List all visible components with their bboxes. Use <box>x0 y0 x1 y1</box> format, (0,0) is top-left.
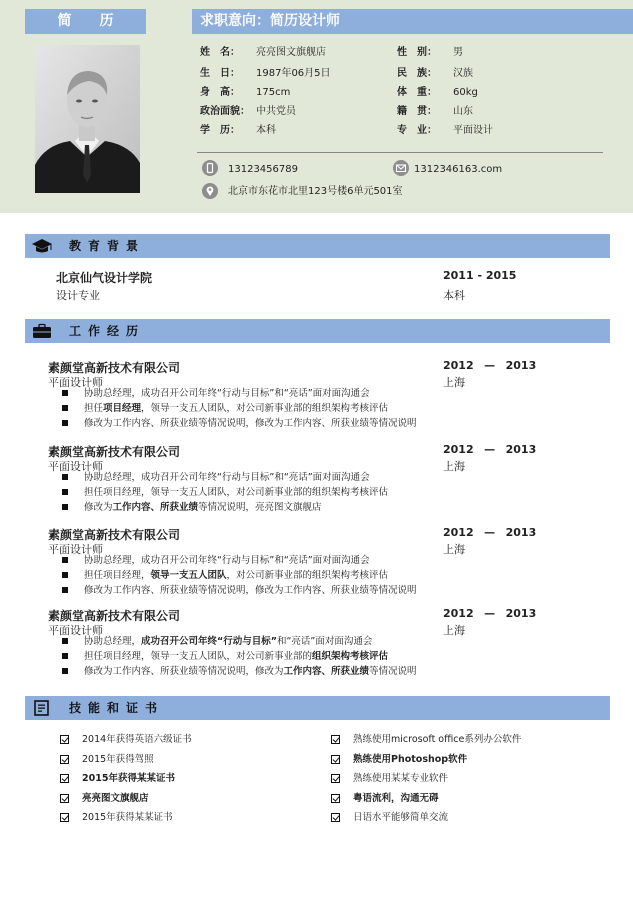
bullet-text: 和“亮话”面对面沟通会 <box>277 636 373 647</box>
bullet-text: 协助总经理，成功召开公司年终“行动与目标”和“亮话”面对面沟通会 <box>84 472 370 483</box>
info-row <box>200 105 296 119</box>
job-start: 2012 <box>443 359 474 372</box>
job-bullet <box>62 386 417 401</box>
info-row <box>200 124 276 138</box>
info-label: 体 重： <box>397 87 437 98</box>
bullet-text: 担任项目经理，领导一支五人团队，对公司新事业部的 <box>84 651 313 662</box>
skill-text: 2014年获得英语六级证书 <box>82 734 192 745</box>
job-dates <box>443 359 536 372</box>
info-row <box>397 67 473 81</box>
checkbox-icon <box>60 813 69 822</box>
skill-item <box>331 769 521 789</box>
profile-photo <box>35 45 140 193</box>
section-work <box>25 319 610 343</box>
info-label: 民 族： <box>397 68 437 79</box>
info-label: 身 高： <box>200 87 240 98</box>
skill-item <box>60 808 192 828</box>
job-bullet <box>62 649 417 664</box>
skill-item <box>60 769 192 789</box>
briefcase-icon <box>31 323 53 339</box>
section-skills <box>25 696 610 720</box>
info-label: 政治面貌： <box>200 106 250 117</box>
bullet-text: 担任项目经理， <box>84 570 151 581</box>
job-bullet <box>62 583 417 598</box>
email-address[interactable]: 1312346163.com <box>414 164 503 175</box>
bullet-text: 项目经理 <box>103 403 142 414</box>
bullet-text: ，领导一支五人团队，对公司新事业部的组织架构考核评估 <box>141 403 389 414</box>
section-education <box>25 234 610 258</box>
info-label: 学 历： <box>200 125 240 136</box>
section-title: 技能和证书 <box>69 701 165 715</box>
company-name: 素颜堂高新技术有限公司 <box>48 528 181 542</box>
job-bullet <box>62 401 417 416</box>
info-row <box>200 86 290 100</box>
job-entry <box>48 526 608 606</box>
job-date-dash: — <box>484 607 496 620</box>
info-value: 中共党员 <box>256 106 296 117</box>
job-bullet <box>62 634 417 649</box>
info-label: 籍 贯： <box>397 106 437 117</box>
info-value: 1987年06月5日 <box>256 68 331 79</box>
job-bullet <box>62 664 417 679</box>
skill-text: 日语水平能够简单交流 <box>353 812 449 823</box>
skill-text: 熟练使用microsoft office系列办公软件 <box>353 734 522 745</box>
bullet-text: 协助总经理，成功召开公司年终“行动与目标”和“亮话”面对面沟通会 <box>84 388 370 399</box>
job-bullet <box>62 568 417 583</box>
job-dates <box>443 607 536 620</box>
skill-text: 2015年获得某某证书 <box>82 773 175 784</box>
certificate-icon <box>31 700 53 716</box>
location-icon <box>202 183 218 199</box>
checkbox-icon <box>60 794 69 803</box>
job-city: 上海 <box>443 460 465 473</box>
education-degree: 本科 <box>443 289 465 302</box>
bullet-text: 担任 <box>84 403 104 414</box>
phone-icon <box>202 160 218 176</box>
job-position: 平面设计师 <box>48 460 103 473</box>
job-entry <box>48 443 608 523</box>
checkbox-icon <box>60 755 69 764</box>
job-position: 平面设计师 <box>48 543 103 556</box>
info-label: 姓 名： <box>200 47 240 58</box>
mail-icon <box>393 160 409 176</box>
bullet-text: 担任项目经理，领导一支五人团队，对公司新事业部的组织架构考核评估 <box>84 487 389 498</box>
info-label: 性 别： <box>397 47 437 58</box>
job-start: 2012 <box>443 607 474 620</box>
job-bullets <box>62 386 417 431</box>
skill-text: 粤语流利，沟通无碍 <box>353 792 439 804</box>
school-name: 北京仙气设计学院 <box>56 271 153 285</box>
info-value: 60kg <box>453 87 478 98</box>
bullet-text: ，对公司新事业部的组织架构考核评估 <box>226 570 389 581</box>
resume-tag: 简历 <box>25 9 146 34</box>
info-value: 本科 <box>256 125 276 136</box>
job-start: 2012 <box>443 526 474 539</box>
skill-text: 熟练使用某某专业软件 <box>353 773 449 784</box>
bullet-text: 协助总经理，成功召开公司年终“行动与目标”和“亮话”面对面沟通会 <box>84 555 370 566</box>
checkbox-icon <box>60 774 69 783</box>
company-name: 素颜堂高新技术有限公司 <box>48 361 181 375</box>
bullet-text: 修改为 <box>84 502 113 513</box>
info-value: 男 <box>453 47 463 58</box>
checkbox-icon <box>331 774 340 783</box>
job-end: 2013 <box>505 359 537 372</box>
job-end: 2013 <box>505 607 537 620</box>
bullet-text: 组织架构考核评估 <box>312 651 389 662</box>
checkbox-icon <box>331 735 340 744</box>
phone-number[interactable]: 13123456789 <box>228 164 298 175</box>
job-date-dash: — <box>484 526 496 539</box>
info-value: 平面设计 <box>453 125 493 136</box>
graduation-cap-icon <box>31 238 53 254</box>
job-date-dash: — <box>484 443 496 456</box>
skills-right-column <box>331 730 521 828</box>
job-bullet <box>62 416 417 431</box>
job-entry <box>48 607 608 687</box>
education-dates: 2011 - 2015 <box>443 269 517 282</box>
checkbox-icon <box>331 755 340 764</box>
job-bullet <box>62 500 388 515</box>
info-value: 汉族 <box>453 68 473 79</box>
home-address: 北京市东花市北里123号楼6单元501室 <box>228 186 403 197</box>
checkbox-icon <box>60 735 69 744</box>
school-major: 设计专业 <box>56 289 100 302</box>
job-entry <box>48 359 608 439</box>
skill-text: 亮亮图文旗舰店 <box>82 792 149 804</box>
job-end: 2013 <box>505 526 537 539</box>
info-value: 山东 <box>453 106 473 117</box>
bullet-text: 修改为工作内容、所获业绩等情况说明，修改为工作内容、所获业绩等情况说明 <box>84 585 417 596</box>
bullet-text: 修改为工作内容、所获业绩等情况说明，修改为 <box>84 666 284 677</box>
skill-item <box>331 750 521 770</box>
bullet-text: 修改为工作内容、所获业绩等情况说明，修改为工作内容、所获业绩等情况说明 <box>84 418 417 429</box>
skill-text: 2015年获得驾照 <box>82 753 154 765</box>
info-label: 专 业： <box>397 125 437 136</box>
bullet-text: 等情况说明 <box>369 666 417 677</box>
info-row <box>397 124 493 138</box>
skill-item <box>331 789 521 809</box>
info-row <box>397 46 463 60</box>
info-row <box>200 46 326 60</box>
bullet-text: 协助总经理， <box>84 636 142 647</box>
job-dates <box>443 443 536 456</box>
checkbox-icon <box>331 794 340 803</box>
info-row <box>397 105 473 119</box>
job-bullet <box>62 470 388 485</box>
skill-item <box>60 730 192 750</box>
bullet-text: 成功召开公司年终“行动与目标” <box>141 636 278 647</box>
info-label: 生 日： <box>200 68 240 79</box>
section-title: 教育背景 <box>69 239 146 253</box>
skill-item <box>60 789 192 809</box>
job-city: 上海 <box>443 543 465 556</box>
skill-item <box>60 750 192 770</box>
info-row <box>397 86 478 100</box>
skill-item <box>331 808 521 828</box>
job-bullets <box>62 634 417 679</box>
bullet-text: 等情况说明，亮亮图文旗舰店 <box>198 502 322 513</box>
job-date-dash: — <box>484 359 496 372</box>
bullet-text: 领导一支五人团队 <box>150 570 227 581</box>
job-bullet <box>62 485 388 500</box>
skill-item <box>331 730 521 750</box>
checkbox-icon <box>331 813 340 822</box>
job-bullets <box>62 553 417 598</box>
job-bullet <box>62 553 417 568</box>
company-name: 素颜堂高新技术有限公司 <box>48 445 181 459</box>
skills-left-column <box>60 730 192 828</box>
skill-text: 2015年获得某某证书 <box>82 812 173 823</box>
job-position: 平面设计师 <box>48 376 103 389</box>
bullet-text: 工作内容、所获业绩 <box>283 666 370 677</box>
info-row <box>200 67 331 81</box>
job-start: 2012 <box>443 443 474 456</box>
info-value: 亮亮图文旗舰店 <box>256 47 326 58</box>
info-value: 175cm <box>256 87 291 98</box>
job-dates <box>443 526 536 539</box>
company-name: 素颜堂高新技术有限公司 <box>48 609 181 623</box>
job-city: 上海 <box>443 376 465 389</box>
job-position: 平面设计师 <box>48 624 103 637</box>
job-bullets <box>62 470 388 515</box>
job-end: 2013 <box>505 443 537 456</box>
skill-text: 熟练使用Photoshop软件 <box>353 753 468 765</box>
job-objective: 求职意向：简历设计师 <box>192 9 633 34</box>
job-city: 上海 <box>443 624 465 637</box>
section-title: 工作经历 <box>69 324 146 338</box>
bullet-text: 工作内容、所获业绩 <box>112 502 199 513</box>
divider <box>197 152 603 153</box>
